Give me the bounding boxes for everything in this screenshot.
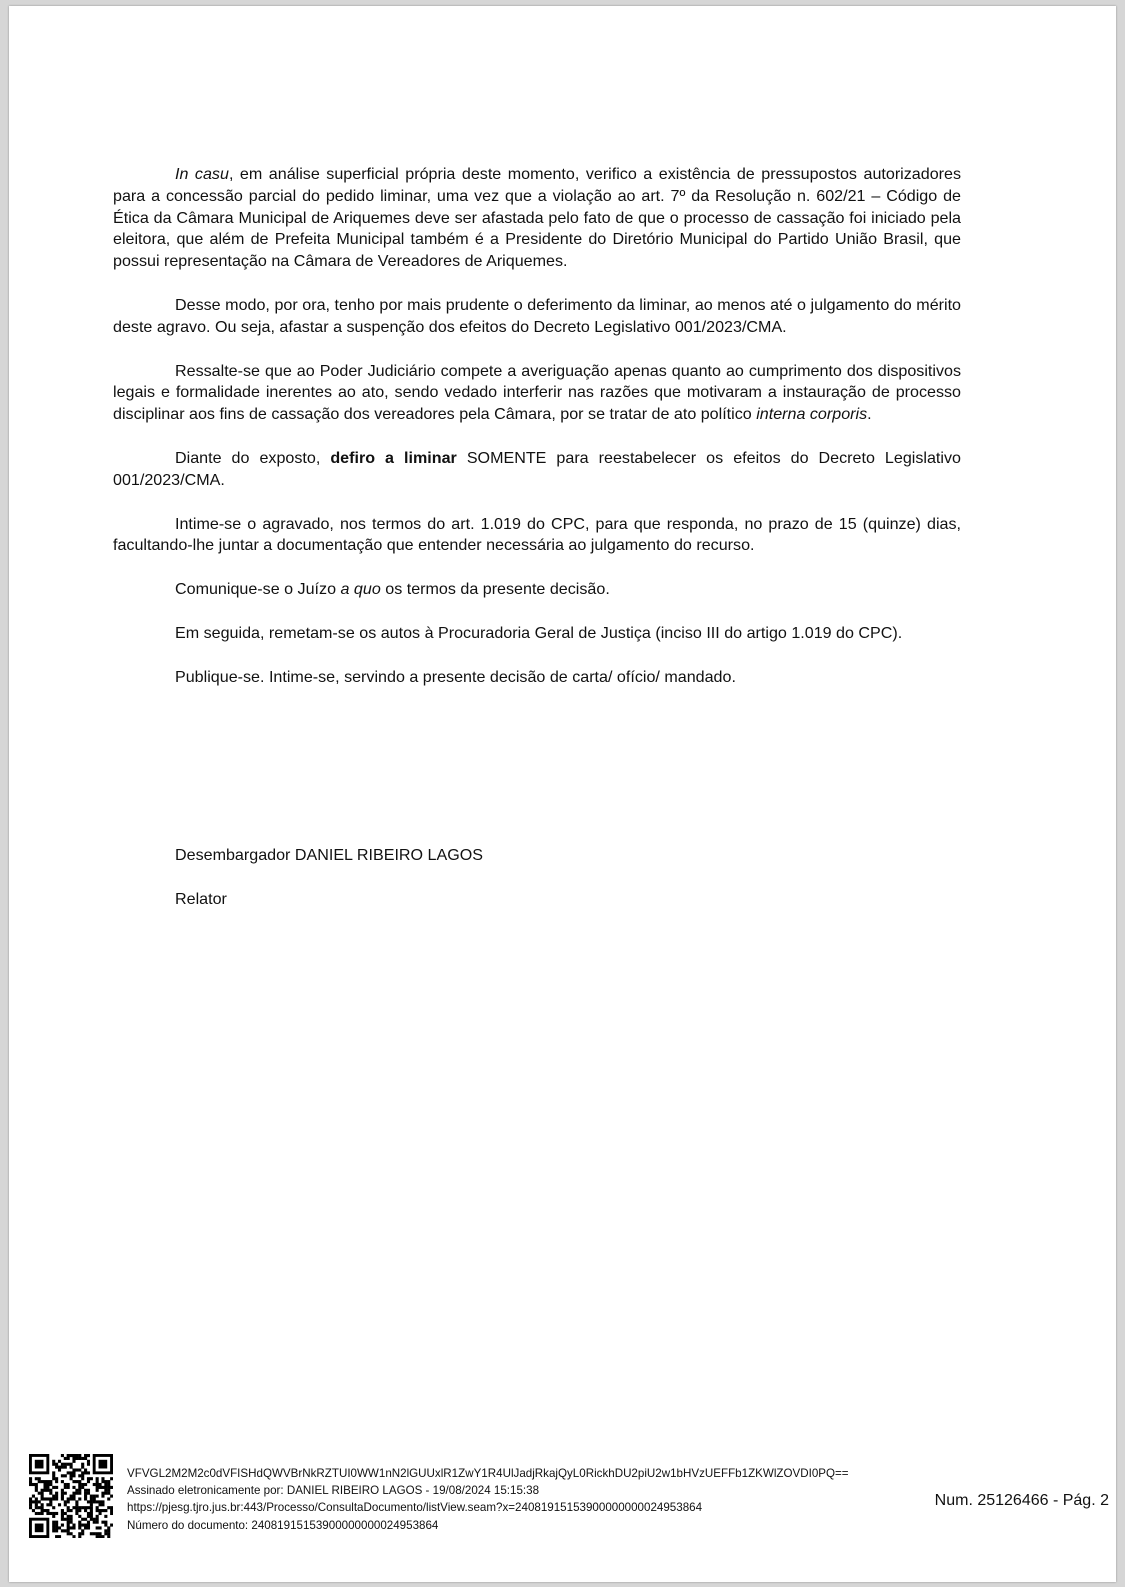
paragraph-referral: [113, 623, 961, 645]
page-number: Num. 25126466 - Pág. 2: [934, 1492, 1109, 1509]
paragraph-text: Publique-se. Intime-se, servindo a presente decisão de carta/ ofício/ mandado.: [175, 667, 736, 686]
bold-ruling: defiro a liminar: [330, 448, 457, 467]
paragraph-ruling: [113, 448, 961, 492]
paragraph-publication: [113, 667, 961, 689]
paragraph-text: SOMENTE para reestabelecer os efeitos do Decreto Legislativo 001/2023/CMA.: [113, 448, 961, 489]
paragraph-judiciary: [113, 361, 961, 426]
paragraph-prudence: [113, 295, 961, 339]
paragraph-start: Diante do exposto,: [175, 448, 331, 467]
decision-body: [113, 164, 961, 711]
italic-term: interna corporis: [756, 405, 868, 424]
italic-term: In casu: [175, 165, 229, 183]
paragraph-analysis: [113, 164, 961, 273]
paragraph-text: Ressalte-se que ao Poder Judiciário compete a averiguação apenas quanto ao cumprimento dos dispositivos legais e formalidade inerentes ao ato, sendo vedado interferir nas razões que motivaram a instauração de processo disciplinar aos fins de cassação dos vereadores pela Câmara, por se tratar de ato político: [113, 361, 961, 424]
footer-lines: [127, 1465, 849, 1534]
paragraph-communication: [113, 579, 961, 601]
document-number: Número do documento: 24081915153900000000024953864: [127, 1518, 439, 1532]
signer-role: Relator: [175, 889, 227, 908]
paragraph-end: .: [867, 405, 872, 424]
paragraph-text: Intime-se o agravado, nos termos do art. 1.019 do CPC, para que responda, no prazo de 15 (quinze) dias, facultando-lhe juntar a documentação que entender necessária ao julgamento do recurso.: [113, 514, 961, 555]
signature-block: [175, 845, 483, 933]
signer-name: Desembargador DANIEL RIBEIRO LAGOS: [175, 846, 483, 864]
italic-term: a quo: [340, 580, 381, 599]
paragraph-text: Desse modo, por ora, tenho por mais prudente o deferimento da liminar, ao menos até o julgamento do mérito deste agravo. Ou seja, afastar a suspenção dos efeitos do Decreto Legislativo 001/2023/CMA.: [113, 295, 961, 336]
paragraph-summons: [113, 514, 961, 558]
document-page: [9, 6, 1116, 1582]
paragraph-start: Comunique-se o Juízo: [175, 580, 341, 599]
paragraph-text: Em seguida, remetam-se os autos à Procuradoria Geral de Justiça (inciso III do artigo 1.019 do CPC).: [175, 623, 903, 642]
signed-by-line: Assinado eletronicamente por: DANIEL RIBEIRO LAGOS - 19/08/2024 15:15:38: [127, 1484, 540, 1498]
document-hash: VFVGL2M2M2c0dVFISHdQWVBrNkRZTUI0WW1nN2lGUUxlR1ZwY1R4UlJadjRkajQyL0RickhDU2piU2w1bHVzUEFFb1ZKWlZOVDI0PQ==: [127, 1467, 849, 1480]
paragraph-text: , em análise superficial própria deste momento, verifico a existência de pressupostos autorizadores para a concessão parcial do pedido liminar, uma vez que a violação ao art. 7º da Resolução n. 602/21 – Código de Ética da Câmara Municipal de Ariquemes deve ser afastada pelo fato de que o processo de cassação foi iniciado pela eleitora, que além de Prefeita Municipal também é a Presidente do Diretório Municipal do Partido União Brasil, que possui representação na Câmara de Vereadores de Ariquemes.: [113, 165, 962, 271]
electronic-signature-footer: [29, 1454, 1109, 1544]
paragraph-text: os termos da presente decisão.: [380, 580, 610, 599]
qr-code-icon: [29, 1454, 113, 1538]
document-url: https://pjesg.tjro.jus.br:443/Processo/ConsultaDocumento/listView.seam?x=24081915153900000000024953864: [127, 1501, 703, 1515]
